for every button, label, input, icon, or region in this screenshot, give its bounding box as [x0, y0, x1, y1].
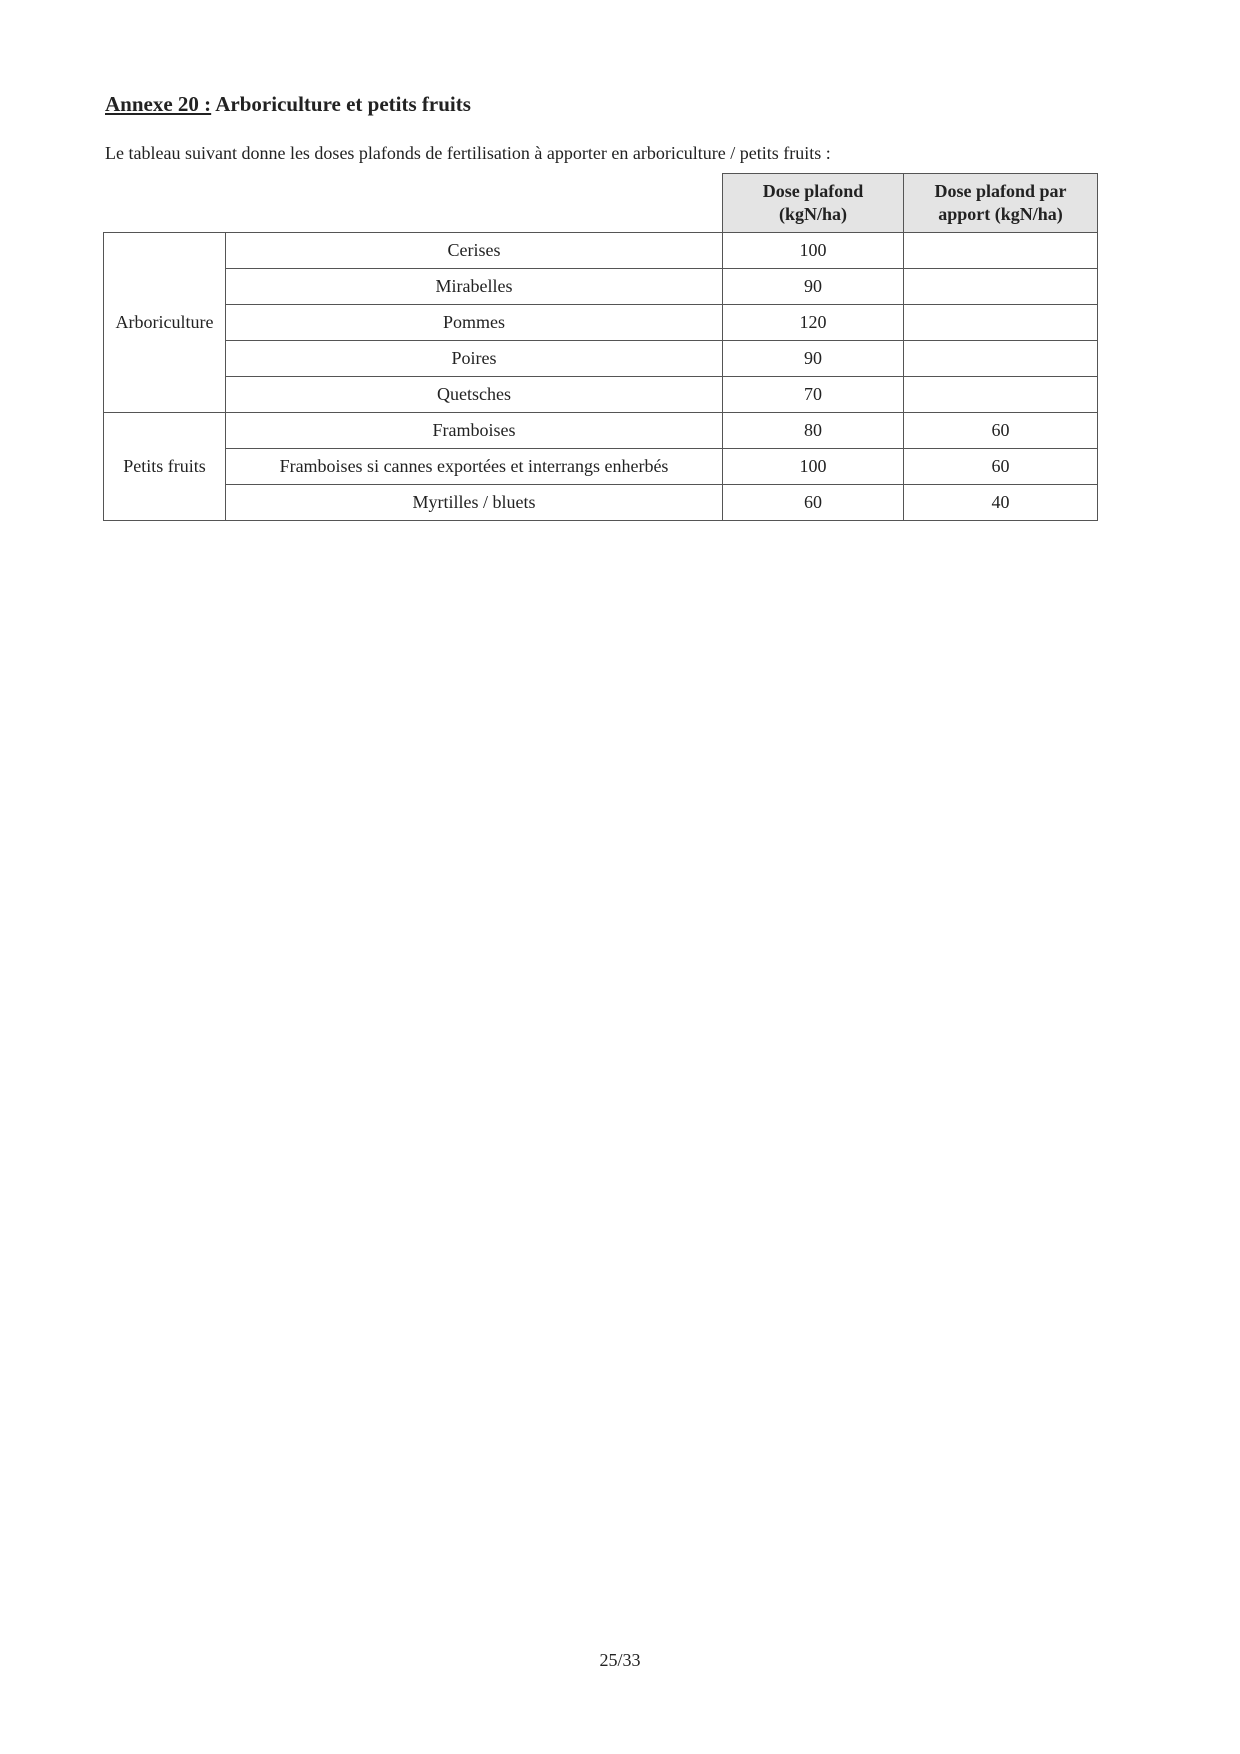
- row-item: Cerises: [226, 233, 723, 269]
- table-row: [104, 305, 1098, 341]
- table-row: [104, 341, 1098, 377]
- row-apport: [904, 341, 1098, 377]
- row-item: Quetsches: [226, 377, 723, 413]
- annex-number: Annexe 20 :: [105, 92, 212, 116]
- row-dose: 100: [723, 449, 904, 485]
- table-row: [104, 233, 1098, 269]
- row-apport: 40: [904, 485, 1098, 521]
- annex-heading: [105, 92, 471, 117]
- row-item: Pommes: [226, 305, 723, 341]
- header-dose: Dose plafond (kgN/ha): [723, 174, 904, 233]
- intro-text: Le tableau suivant donne les doses plafonds de fertilisation à apporter en arboriculture / petits fruits :: [105, 143, 831, 163]
- row-dose: 120: [723, 305, 904, 341]
- row-apport: 60: [904, 413, 1098, 449]
- annex-title: Arboriculture et petits fruits: [215, 92, 471, 116]
- row-item: Framboises: [226, 413, 723, 449]
- row-apport: [904, 305, 1098, 341]
- table-row: [104, 413, 1098, 449]
- row-item: Framboises si cannes exportées et interrangs enherbés: [226, 449, 723, 485]
- table-row: [104, 449, 1098, 485]
- table-row: [104, 269, 1098, 305]
- table-row: [104, 377, 1098, 413]
- fertilisation-table: [103, 173, 1098, 521]
- header-apport: Dose plafond par apport (kgN/ha): [904, 174, 1098, 233]
- group-label-petits-fruits: Petits fruits: [104, 413, 226, 521]
- header-blank-group: [104, 174, 226, 233]
- row-item: Poires: [226, 341, 723, 377]
- row-apport: [904, 269, 1098, 305]
- table-row: [104, 485, 1098, 521]
- row-item: Myrtilles / bluets: [226, 485, 723, 521]
- row-dose: 90: [723, 341, 904, 377]
- row-dose: 90: [723, 269, 904, 305]
- row-apport: [904, 233, 1098, 269]
- page-number: 25/33: [599, 1650, 641, 1670]
- row-dose: 60: [723, 485, 904, 521]
- table-header-row: [104, 174, 1098, 233]
- row-item: Mirabelles: [226, 269, 723, 305]
- row-apport: [904, 377, 1098, 413]
- row-apport: 60: [904, 449, 1098, 485]
- row-dose: 100: [723, 233, 904, 269]
- row-dose: 70: [723, 377, 904, 413]
- row-dose: 80: [723, 413, 904, 449]
- header-blank-item: [226, 174, 723, 233]
- group-label-arboriculture: Arboriculture: [104, 233, 226, 413]
